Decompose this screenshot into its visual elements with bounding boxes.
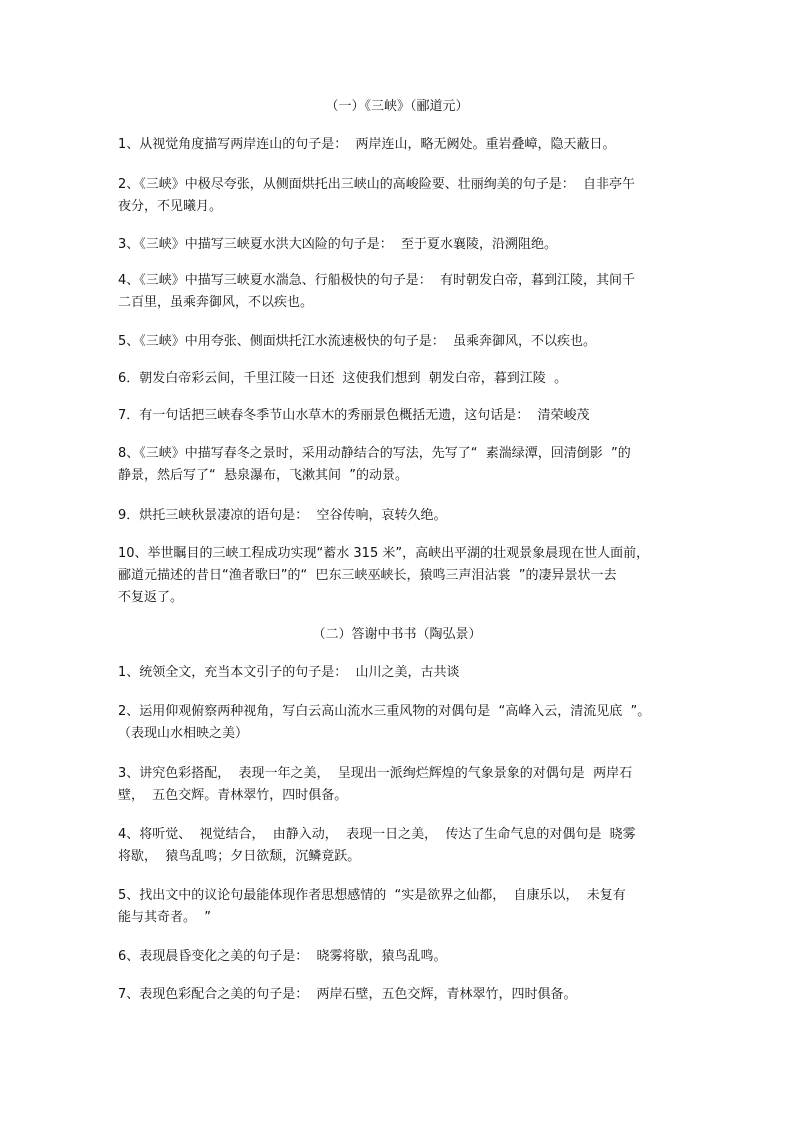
text-line: 9．烘托三峡秋景凄凉的语句是： 空谷传响，哀转久绝。: [118, 508, 447, 523]
text-line: 2、《三峡》中极尽夸张，从侧面烘托出三峡山的高峻险要、壮丽绚美的句子是： 自非亭午: [118, 177, 636, 192]
text-line: 10、举世瞩目的三峡工程成功实现“蓄水 315 米”，高峡出平湖的壮观景象晨现在世人面前，: [118, 546, 650, 561]
section1-item-5: [118, 331, 696, 353]
text-line: 壁， 五色交辉。青林翠竹，四时俱备。: [118, 788, 348, 803]
text-line: 1、统领全文，充当本文引子的句子是： 山川之美，古共谈: [118, 665, 460, 680]
text-line: 7．有一句话把三峡春冬季节山水草木的秀丽景色概括无遗，这句话是： 清荣峻茂: [118, 408, 590, 423]
section2-item-7: [118, 984, 696, 1006]
text-line: 4、《三峡》中描写三峡夏水湍急、行船极快的句子是： 有时朝发白帝，暮到江陵，其间千: [118, 273, 636, 288]
text-line: 1、从视觉角度描写两岸连山的句子是： 两岸连山，略无阙处。重岩叠嶂，隐天蔽日。: [118, 137, 616, 152]
section2-item-1: [118, 662, 696, 684]
section2-title: （二）答谢中书书（陶弘景）: [312, 627, 482, 642]
section1-item-8: [118, 443, 696, 487]
text-line: （表现山水相映之美）: [118, 726, 249, 741]
section1-title: （一）《三峡》（郦道元）: [325, 99, 469, 114]
text-line: 3、讲究色彩搭配， 表现一年之美， 呈现出一派绚烂辉煌的气象景象的对偶句是 两岸石: [118, 766, 633, 781]
section1-item-9: [118, 505, 696, 527]
section1-item-1: [118, 134, 696, 156]
text-line: 二百里，虽乘奔御风，不以疾也。: [118, 295, 314, 310]
text-line: 将歇， 猿鸟乱鸣；夕日欲颓，沉鳞竟跃。: [118, 849, 361, 864]
section2-item-4: [118, 824, 696, 868]
section1-item-6: [118, 368, 696, 390]
text-line: 5、找出文中的议论句最能体现作者思想感情的 “实是欲界之仙都， 自康乐以， 未复有: [118, 888, 626, 903]
text-line: 静景，然后写了“ 悬泉瀑布，飞漱其间 ”的动景。: [118, 468, 408, 483]
text-line: 能与其奇者。 ”: [118, 910, 211, 925]
section1-item-7: [118, 405, 696, 427]
section1-item-3: [118, 234, 696, 256]
section2-item-2: [118, 701, 696, 745]
text-line: 5、《三峡》中用夸张、侧面烘托江水流速极快的句子是： 虽乘奔御风，不以疾也。: [118, 334, 597, 349]
text-line: 6．朝发白帝彩云间，千里江陵一日还 这使我们想到 朝发白帝，暮到江陵 。: [118, 371, 568, 386]
text-line: 郦道元描述的昔日“渔者歌曰”的“ 巴东三峡巫峡长，猿鸣三声泪沾裳 ”的凄异景状一去: [118, 568, 617, 583]
text-line: 2、运用仰观俯察两种视角，写白云高山流水三重风物的对偶句是 “高峰入云，清流见底 ”。: [118, 704, 651, 719]
section2-item-6: [118, 946, 696, 968]
section2-item-5: [118, 885, 696, 929]
section2-item-3: [118, 763, 696, 807]
section1-item-10: [118, 543, 696, 609]
section1-item-2: [118, 174, 696, 218]
text-line: 夜分，不见曦月。: [118, 199, 223, 214]
text-line: 4、将听觉、 视觉结合， 由静入动， 表现一日之美， 传达了生命气息的对偶句是 晓雾: [118, 827, 636, 842]
text-line: 8、《三峡》中描写春冬之景时，采用动静结合的写法，先写了“ 素湍绿潭，回清倒影 ”的: [118, 446, 631, 461]
text-line: 不复返了。: [118, 590, 184, 605]
text-line: 3、《三峡》中描写三峡夏水洪大凶险的句子是： 至于夏水襄陵，沿溯阻绝。: [118, 237, 558, 252]
text-line: 6、表现晨昏变化之美的句子是： 晓雾将歇，猿鸟乱鸣。: [118, 949, 447, 964]
section1-item-4: [118, 270, 696, 314]
text-line: 7、表现色彩配合之美的句子是： 两岸石壁，五色交辉，青林翠竹，四时俱备。: [118, 987, 577, 1002]
